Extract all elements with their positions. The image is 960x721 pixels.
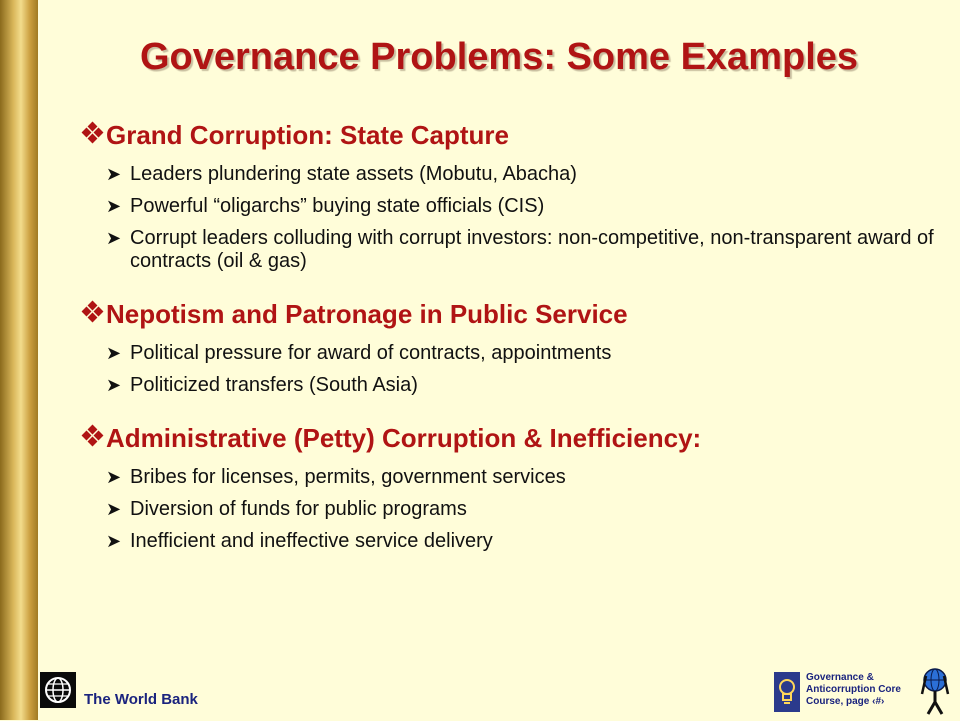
arrow-bullet-icon: ➤ bbox=[106, 343, 122, 363]
diamond-bullet-icon bbox=[78, 426, 106, 452]
footer-course bbox=[774, 672, 950, 721]
list-item: ➤ Bribes for licenses, permits, government services bbox=[106, 466, 566, 488]
section-grand-corruption bbox=[78, 120, 938, 273]
list-item: ➤ Leaders plundering state assets (Mobutu, Abacha) bbox=[106, 163, 577, 185]
arrow-bullet-icon: ➤ bbox=[106, 164, 122, 184]
globe-person-icon bbox=[920, 668, 950, 721]
arrow-bullet-icon: ➤ bbox=[106, 467, 122, 487]
section-nepotism bbox=[78, 299, 938, 397]
gold-side-bar bbox=[0, 0, 38, 720]
section-administrative bbox=[78, 423, 938, 553]
arrow-bullet-icon: ➤ bbox=[106, 228, 122, 248]
section-heading: Nepotism and Patronage in Public Service bbox=[106, 299, 628, 329]
list-item: ➤ Inefficient and ineffective service delivery bbox=[106, 530, 493, 552]
diamond-bullet-icon bbox=[78, 123, 106, 149]
course-label: Governance & Anticorruption Core Course, page ‹#› bbox=[806, 672, 918, 708]
arrow-bullet-icon: ➤ bbox=[106, 196, 122, 216]
world-bank-globe-icon bbox=[40, 672, 76, 708]
list-item: ➤ Powerful “oligarchs” buying state officials (CIS) bbox=[106, 195, 545, 217]
diamond-bullet-icon bbox=[78, 302, 106, 328]
list-item: ➤ Corrupt leaders colluding with corrupt investors: non-competitive, non-transparent award of contracts (oil & gas) bbox=[106, 227, 934, 272]
list-item: ➤ Diversion of funds for public programs bbox=[106, 498, 467, 520]
list-item: ➤ Political pressure for award of contracts, appointments bbox=[106, 342, 612, 364]
list-item: ➤ Politicized transfers (South Asia) bbox=[106, 374, 418, 396]
lightbulb-icon bbox=[774, 672, 800, 712]
section-heading: Grand Corruption: State Capture bbox=[106, 120, 510, 150]
section-heading: Administrative (Petty) Corruption & Inefficiency: bbox=[106, 423, 702, 453]
org-name: The World Bank bbox=[84, 690, 198, 708]
arrow-bullet-icon: ➤ bbox=[106, 375, 122, 395]
arrow-bullet-icon: ➤ bbox=[106, 531, 122, 551]
slide-title: Governance Problems: Some Examples bbox=[139, 36, 859, 78]
slide-content bbox=[78, 120, 938, 579]
arrow-bullet-icon: ➤ bbox=[106, 499, 122, 519]
footer-org bbox=[40, 672, 198, 708]
page-number: Course, page ‹#› bbox=[806, 696, 885, 707]
